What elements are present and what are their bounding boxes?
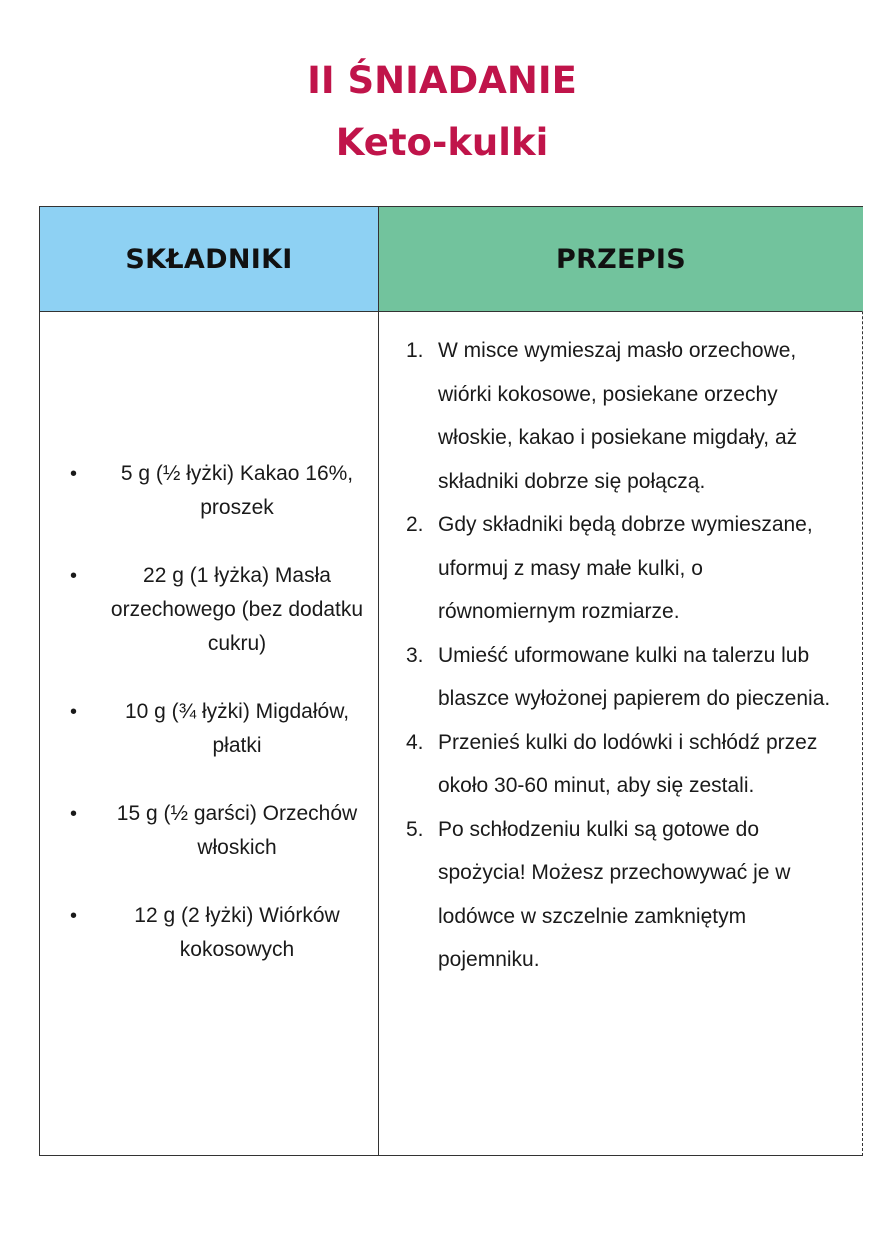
ingredients-list (70, 457, 370, 1001)
step-text: Przenieś kulki do lodówki i schłódź przez około 30-60 minut, aby się zestali. (438, 730, 818, 797)
recipe-step (406, 808, 846, 982)
step-text: Gdy składniki będą dobrze wymieszane, uformuj z masy małe kulki, o równomiernym rozmiarze. (438, 513, 813, 623)
bullet-icon: • (70, 701, 78, 723)
step-number: 4. (406, 730, 424, 754)
recipe-step (406, 329, 846, 503)
ingredients-header: SKŁADNIKI (40, 207, 378, 311)
recipe-step (406, 503, 846, 634)
step-number: 5. (406, 817, 424, 841)
page-title: II ŚNIADANIE (307, 59, 577, 102)
ingredient-item: • 22 g (1 łyżka) Masła orzechowego (bez dodatku cukru) (70, 559, 370, 661)
ingredient-item: • 15 g (½ garści) Orzechów włoskich (70, 797, 370, 865)
ingredient-item: • 12 g (2 łyżki) Wiórków kokosowych (70, 899, 370, 967)
step-text: W misce wymieszaj masło orzechowe, wiórki kokosowe, posiekane orzechy włoskie, kakao i posiekane migdały, aż składniki dobrze się połączą. (438, 339, 798, 493)
step-text: Umieść uformowane kulki na talerzu lub blaszce wyłożonej papierem do pieczenia. (438, 643, 831, 710)
ingredient-item: • 10 g (¾ łyżki) Migdałów, płatki (70, 695, 370, 763)
step-number: 3. (406, 643, 424, 667)
recipe-steps (406, 329, 846, 982)
recipe-table (39, 206, 863, 1156)
ingredient-item: • 5 g (½ łyżki) Kakao 16%, proszek (70, 457, 370, 525)
step-text: Po schłodzeniu kulki są gotowe do spożycia! Możesz przechowywać je w lodówce w szczelnie zamkniętym pojemniku. (438, 817, 791, 971)
recipe-header: PRZEPIS (379, 207, 863, 311)
step-number: 2. (406, 513, 424, 536)
bullet-icon: • (70, 565, 78, 587)
bullet-icon: • (70, 463, 78, 485)
recipe-step (406, 634, 846, 721)
bullet-icon: • (70, 803, 78, 825)
step-number: 1. (406, 339, 424, 362)
bullet-icon: • (70, 905, 78, 927)
column-divider (378, 207, 379, 1155)
row-divider (40, 311, 862, 312)
recipe-step (406, 721, 846, 808)
recipe-name: Keto-kulki (335, 121, 549, 164)
